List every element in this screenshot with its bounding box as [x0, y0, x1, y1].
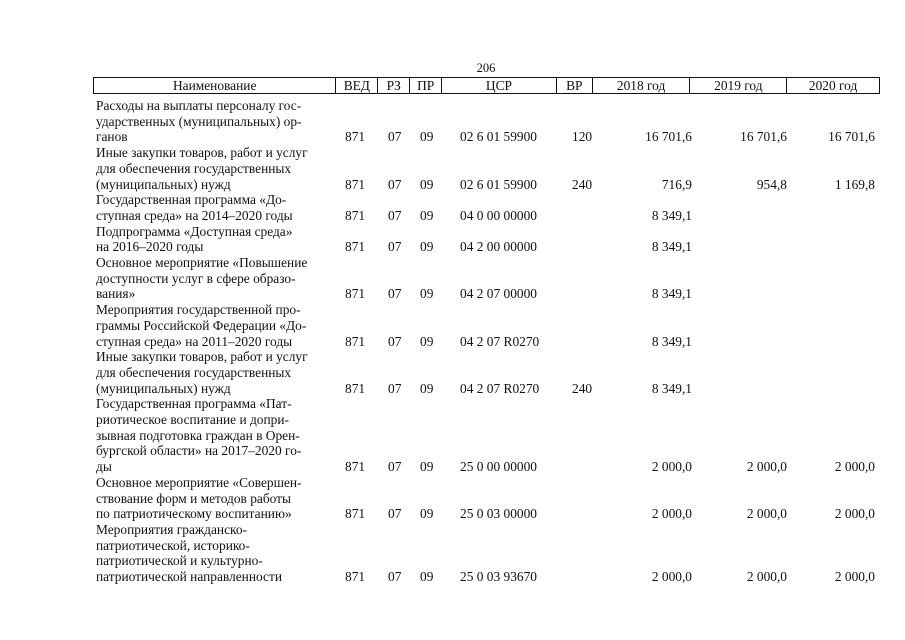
header-csr: ЦСР: [442, 78, 557, 93]
cell-csr: 25 0 00 00000: [460, 459, 537, 475]
row-name-line: Основное мероприятие «Повышение: [96, 255, 308, 271]
cell-2019: 954,8: [756, 176, 787, 192]
cell-pr: 09: [420, 333, 434, 349]
table-row: [96, 224, 880, 255]
cell-csr: 02 6 01 59900: [460, 176, 537, 192]
cell-ved: 871: [345, 569, 366, 585]
cell-2019: 2 000,0: [746, 569, 787, 585]
cell-2018: 2 000,0: [651, 459, 692, 475]
row-name-line: для обеспечения государственных: [96, 364, 292, 380]
table-row: [96, 396, 880, 475]
cell-2020: 16 701,6: [828, 129, 875, 145]
cell-csr: 04 0 00 00000: [460, 207, 537, 223]
row-name-line: Государственная программа «До-: [96, 192, 287, 208]
row-values: [96, 239, 880, 255]
row-values: [96, 506, 880, 522]
header-name: Наименование: [94, 78, 336, 93]
cell-ved: 871: [345, 176, 366, 192]
cell-ved: 871: [345, 207, 366, 223]
row-name-line: Иные закупки товаров, работ и услуг: [96, 145, 308, 161]
table-row: [96, 475, 880, 522]
cell-ved: 871: [345, 239, 366, 255]
table-row: [96, 98, 880, 145]
cell-vr: 120: [572, 129, 593, 145]
cell-pr: 09: [420, 286, 434, 302]
cell-2018: 8 349,1: [651, 333, 692, 349]
table-body: [96, 98, 880, 585]
cell-ved: 871: [345, 129, 366, 145]
cell-rz: 07: [388, 176, 402, 192]
row-name-line: зывная подготовка граждан в Орен-: [96, 427, 300, 443]
row-name-line: ступная среда» на 2011–2020 годы: [96, 333, 293, 349]
row-name-line: Основное мероприятие «Совершен-: [96, 474, 302, 490]
row-values: [96, 177, 880, 193]
row-name-line: риотическое воспитание и допри-: [96, 412, 289, 428]
cell-rz: 07: [388, 239, 402, 255]
cell-2018: 8 349,1: [651, 207, 692, 223]
row-name-line: по патриотическому воспитанию»: [96, 506, 292, 522]
cell-2020: 2 000,0: [834, 569, 875, 585]
cell-rz: 07: [388, 286, 402, 302]
cell-ved: 871: [345, 380, 366, 396]
header-2018: 2018 год: [593, 78, 691, 93]
cell-csr: 25 0 03 00000: [460, 506, 537, 522]
cell-rz: 07: [388, 333, 402, 349]
header-ved: ВЕД: [336, 78, 378, 93]
table-row: [96, 349, 880, 396]
cell-2020: 1 169,8: [834, 176, 875, 192]
row-name-line: вания»: [96, 286, 136, 302]
cell-ved: 871: [345, 459, 366, 475]
row-name-line: ударственных (муниципальных) ор-: [96, 113, 302, 129]
row-name-line: ступная среда» на 2014–2020 годы: [96, 207, 293, 223]
row-name-line: патриотической и культурно-: [96, 553, 263, 569]
cell-ved: 871: [345, 506, 366, 522]
cell-csr: 04 2 07 R0270: [460, 380, 540, 396]
row-name-line: Государственная программа «Пат-: [96, 396, 292, 412]
header-2020: 2020 год: [808, 78, 858, 93]
cell-rz: 07: [388, 459, 402, 475]
cell-csr: 25 0 03 93670: [460, 569, 537, 585]
cell-2019: 2 000,0: [746, 506, 787, 522]
row-name-line: патриотической направленности: [96, 569, 282, 585]
cell-rz: 07: [388, 506, 402, 522]
table-row: [96, 145, 880, 192]
table-header: [93, 77, 880, 94]
cell-pr: 09: [420, 176, 434, 192]
row-name-line: Мероприятия гражданско-: [96, 521, 248, 537]
cell-2018: 8 349,1: [651, 286, 692, 302]
cell-pr: 09: [420, 459, 434, 475]
row-name-line: Подпрограмма «Доступная среда»: [96, 223, 293, 239]
row-values: [96, 129, 880, 145]
row-values: [96, 459, 880, 475]
row-name-line: бургской области» на 2017–2020 го-: [96, 443, 302, 459]
row-name-line: Иные закупки товаров, работ и услуг: [96, 349, 308, 365]
cell-pr: 09: [420, 506, 434, 522]
cell-csr: 04 2 07 R0270: [460, 333, 540, 349]
table-row: [96, 522, 880, 585]
row-name-line: Мероприятия государственной про-: [96, 302, 301, 318]
header-rz: РЗ: [378, 78, 410, 93]
cell-2018: 716,9: [661, 176, 692, 192]
row-name-line: ды: [96, 459, 112, 475]
row-values: [96, 381, 880, 397]
cell-rz: 07: [388, 207, 402, 223]
table-row: [96, 192, 880, 223]
row-values: [96, 208, 880, 224]
cell-vr: 240: [572, 176, 593, 192]
cell-pr: 09: [420, 129, 434, 145]
cell-2018: 8 349,1: [651, 380, 692, 396]
cell-csr: 02 6 01 59900: [460, 129, 537, 145]
row-name-line: для обеспечения государственных: [96, 160, 292, 176]
cell-2018: 2 000,0: [651, 569, 692, 585]
cell-rz: 07: [388, 569, 402, 585]
page-number: 206: [476, 61, 496, 75]
header-pr: ПР: [410, 78, 442, 93]
row-name-line: патриотической, историко-: [96, 537, 250, 553]
cell-pr: 09: [420, 207, 434, 223]
cell-vr: 240: [572, 380, 593, 396]
row-name-line: (муниципальных) нужд: [96, 176, 231, 192]
row-name-line: граммы Российской Федерации «До-: [96, 317, 307, 333]
cell-rz: 07: [388, 380, 402, 396]
row-name-line: ствование форм и методов работы: [96, 490, 292, 506]
cell-csr: 04 2 00 00000: [460, 239, 537, 255]
row-name-line: Расходы на выплаты персоналу гос-: [96, 98, 302, 113]
row-name-line: ганов: [96, 129, 128, 145]
cell-csr: 04 2 07 00000: [460, 286, 537, 302]
cell-2020: 2 000,0: [834, 459, 875, 475]
cell-rz: 07: [388, 129, 402, 145]
row-name-line: доступности услуг в сфере образо-: [96, 270, 296, 286]
cell-pr: 09: [420, 569, 434, 585]
row-name-line: на 2016–2020 годы: [96, 239, 204, 255]
table-row: [96, 255, 880, 302]
row-name-line: (муниципальных) нужд: [96, 380, 231, 396]
cell-ved: 871: [345, 286, 366, 302]
cell-2018: 2 000,0: [651, 506, 692, 522]
header-vr: ВР: [557, 78, 593, 93]
row-values: [96, 286, 880, 302]
cell-2018: 16 701,6: [645, 129, 692, 145]
cell-pr: 09: [420, 380, 434, 396]
header-2019: 2019 год: [690, 78, 787, 93]
table-row: [96, 302, 880, 349]
cell-2019: 16 701,6: [740, 129, 787, 145]
cell-2018: 8 349,1: [651, 239, 692, 255]
cell-2019: 2 000,0: [746, 459, 787, 475]
row-values: [96, 569, 880, 585]
cell-pr: 09: [420, 239, 434, 255]
cell-2020: 2 000,0: [834, 506, 875, 522]
cell-ved: 871: [345, 333, 366, 349]
row-values: [96, 334, 880, 350]
